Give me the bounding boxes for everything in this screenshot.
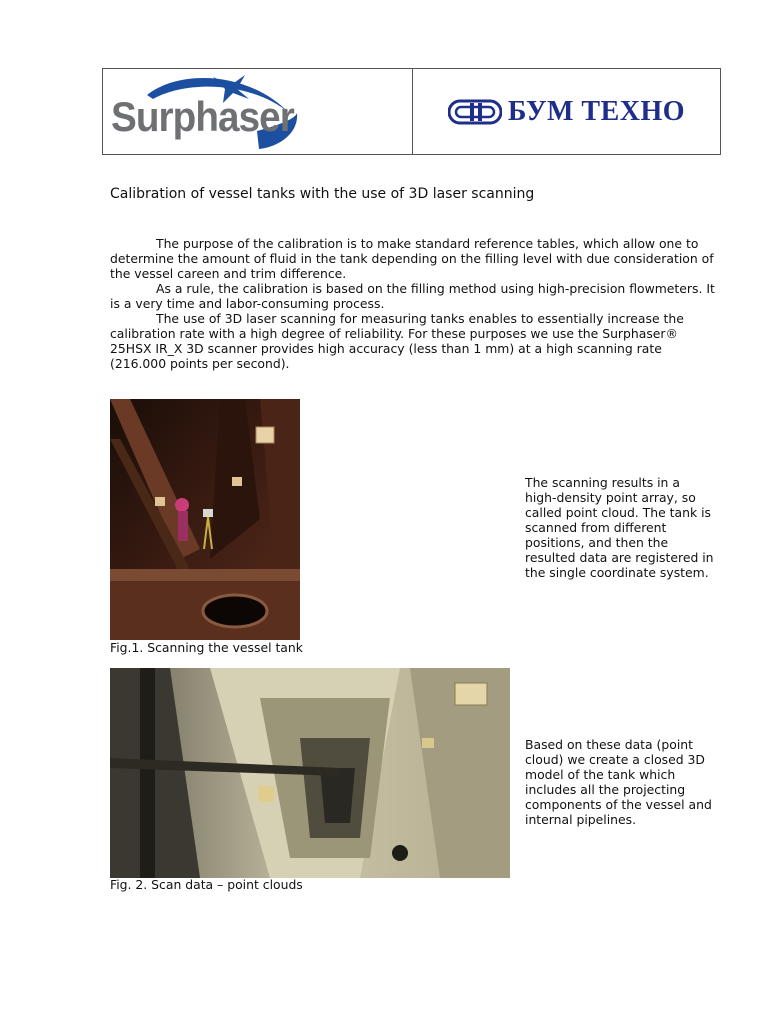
header-table bbox=[102, 68, 721, 155]
figure-1-photo bbox=[110, 399, 300, 640]
bum-techno-emblem-icon bbox=[448, 99, 502, 125]
paragraph: The purpose of the calibration is to make standard reference tables, which allow one to determine the amount of fluid in the tank depending on the filling level with due consideration of the vessel careen and trim difference. bbox=[110, 236, 714, 281]
header-left-cell bbox=[103, 69, 413, 154]
figure-1-description: The scanning results in a high-density point array, so called point cloud. The tank is scanned from different positions, and then the resulted data are registered in the single coordinate system. bbox=[525, 475, 714, 580]
surphaser-wordmark: Surphaser bbox=[111, 92, 294, 140]
paragraph: The use of 3D laser scanning for measuring tanks enables to essentially increase the calibration rate with a high degree of reliability. For these purposes we use the Surphaser® 25HSX IR_X 3D scanner provides high accuracy (less than 1 mm) at a high scanning rate (216.000 points per second). bbox=[110, 311, 684, 371]
figure-2-caption: Fig. 2. Scan data – point clouds bbox=[110, 877, 303, 892]
document-title: Calibration of vessel tanks with the use of 3D laser scanning bbox=[110, 186, 535, 202]
figure-2-description: Based on these data (point cloud) we create a closed 3D model of the tank which includes all the projecting components of the vessel and internal pipelines. bbox=[525, 737, 712, 827]
figure-2-point-cloud bbox=[110, 668, 510, 878]
bum-techno-wordmark: БУМ ТЕХНО bbox=[507, 95, 686, 127]
bum-techno-logo bbox=[448, 96, 685, 128]
surphaser-logo bbox=[109, 73, 309, 151]
intro-text bbox=[110, 236, 715, 371]
header-right-cell bbox=[413, 69, 720, 154]
paragraph: As a rule, the calibration is based on the filling method using high-precision flowmeters. It is a very time and labor-consuming process. bbox=[110, 281, 715, 311]
figure-1-caption: Fig.1. Scanning the vessel tank bbox=[110, 640, 303, 655]
